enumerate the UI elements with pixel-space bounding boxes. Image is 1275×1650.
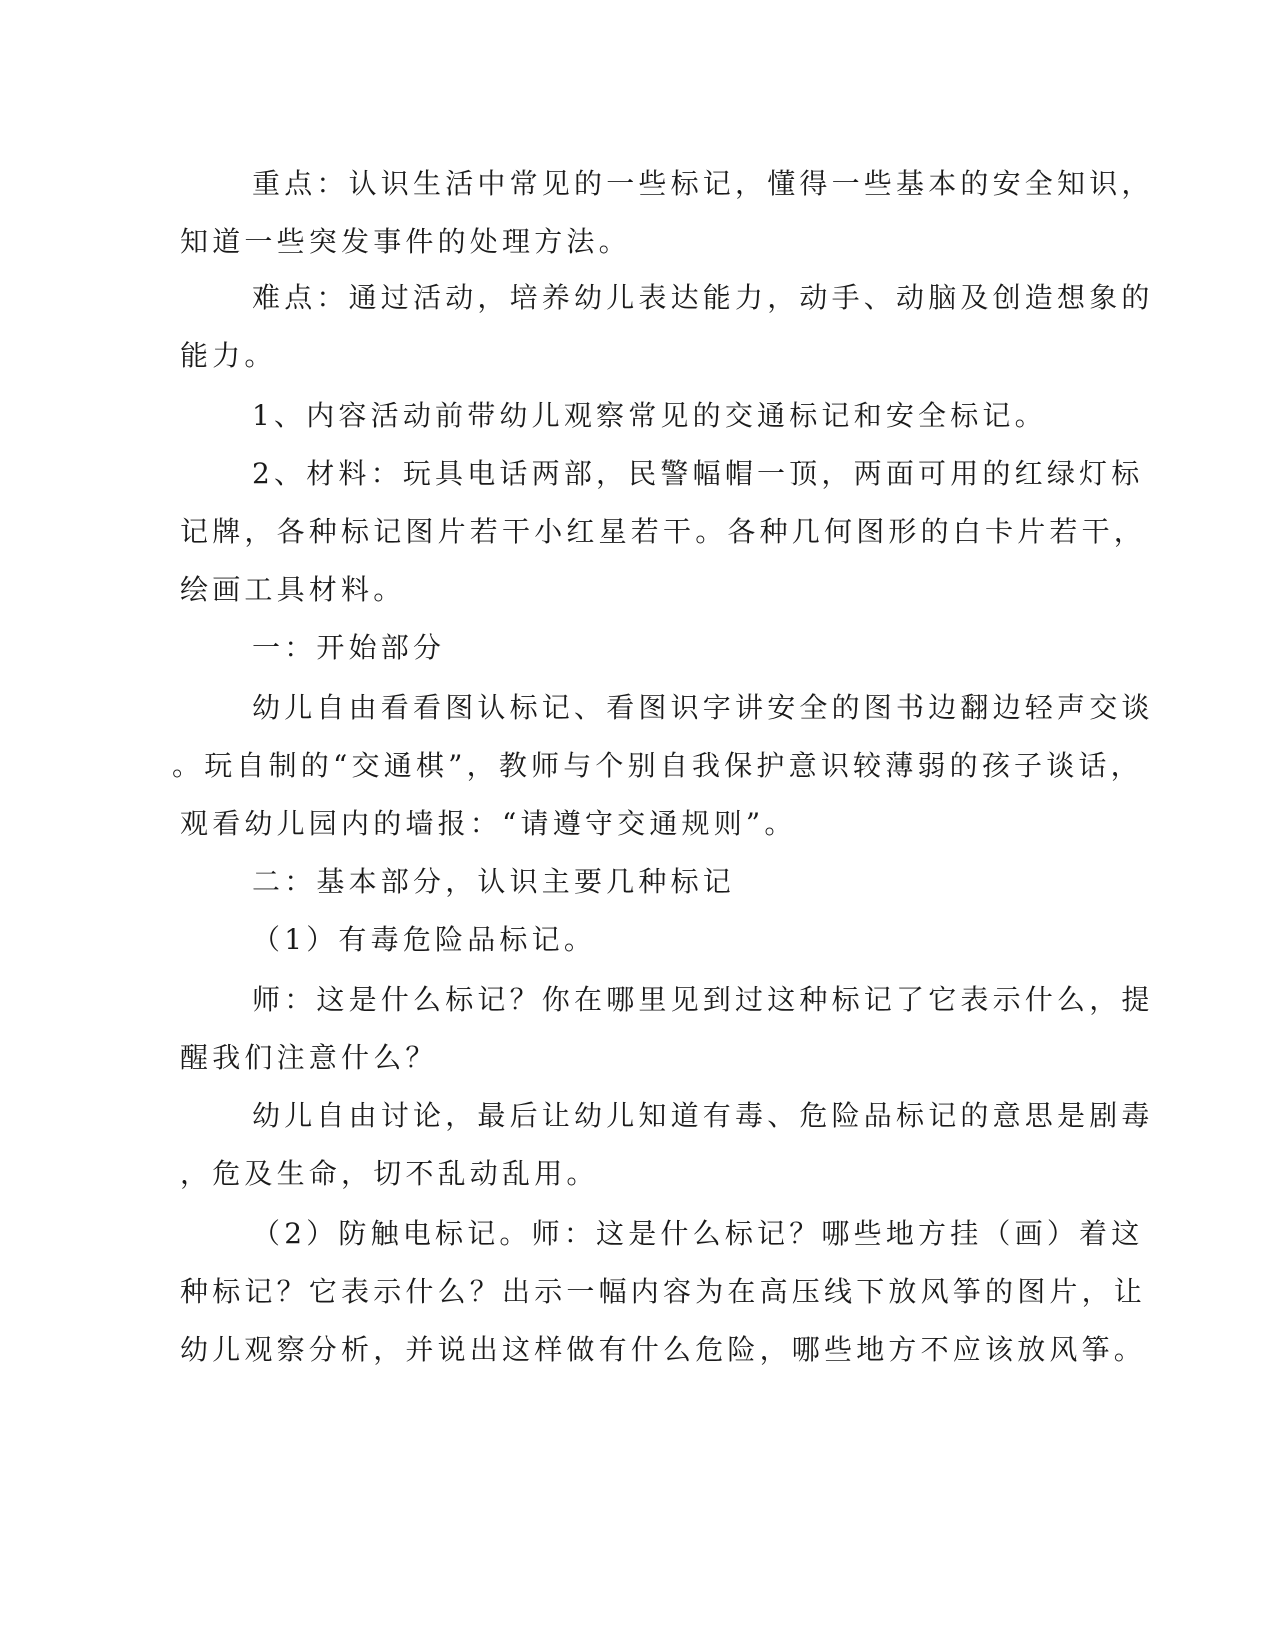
- paragraph-line: ，危及生命，切不乱动乱用。: [180, 1157, 599, 1190]
- paragraph-line: 1、内容活动前带幼儿观察常见的交通标记和安全标记。: [252, 399, 1047, 432]
- paragraph-line: 幼儿自由看看图认标记、看图识字讲安全的图书边翻边轻声交谈: [252, 691, 1154, 724]
- paragraph-line: 记牌，各种标记图片若干小红星若干。各种几何图形的白卡片若干，: [180, 515, 1147, 548]
- paragraph-line: 幼儿观察分析，并说出这样做有什么危险，哪些地方不应该放风筝。: [180, 1333, 1147, 1366]
- paragraph-line: 。玩自制的“交通棋”，教师与个别自我保护意识较薄弱的孩子谈话，: [172, 749, 1143, 782]
- paragraph-line: 2、材料：玩具电话两部，民警幅帽一顶，两面可用的红绿灯标: [252, 457, 1144, 490]
- paragraph-line: 一：开始部分: [252, 631, 446, 664]
- paragraph-line: 醒我们注意什么？: [180, 1041, 438, 1074]
- paragraph-line: 观看幼儿园内的墙报：“请遵守交通规则”。: [180, 807, 797, 840]
- paragraph-line: 知道一些突发事件的处理方法。: [180, 225, 631, 258]
- paragraph-line: 二：基本部分，认识主要几种标记: [252, 865, 736, 898]
- paragraph-line: （1）有毒危险品标记。: [252, 923, 597, 956]
- paragraph-line: 重点：认识生活中常见的一些标记，懂得一些基本的安全知识，: [252, 167, 1154, 200]
- paragraph-line: 种标记？它表示什么？出示一幅内容为在高压线下放风筝的图片，让: [180, 1275, 1147, 1308]
- paragraph-line: 绘画工具材料。: [180, 573, 406, 606]
- paragraph-line: 难点：通过活动，培养幼儿表达能力，动手、动脑及创造想象的: [252, 281, 1154, 314]
- paragraph-line: 幼儿自由讨论，最后让幼儿知道有毒、危险品标记的意思是剧毒: [252, 1099, 1154, 1132]
- paragraph-line: 能力。: [180, 339, 277, 372]
- paragraph-line: （2）防触电标记。师：这是什么标记？哪些地方挂（画）着这: [252, 1217, 1144, 1250]
- paragraph-line: 师：这是什么标记？你在哪里见到过这种标记了它表示什么，提: [252, 983, 1154, 1016]
